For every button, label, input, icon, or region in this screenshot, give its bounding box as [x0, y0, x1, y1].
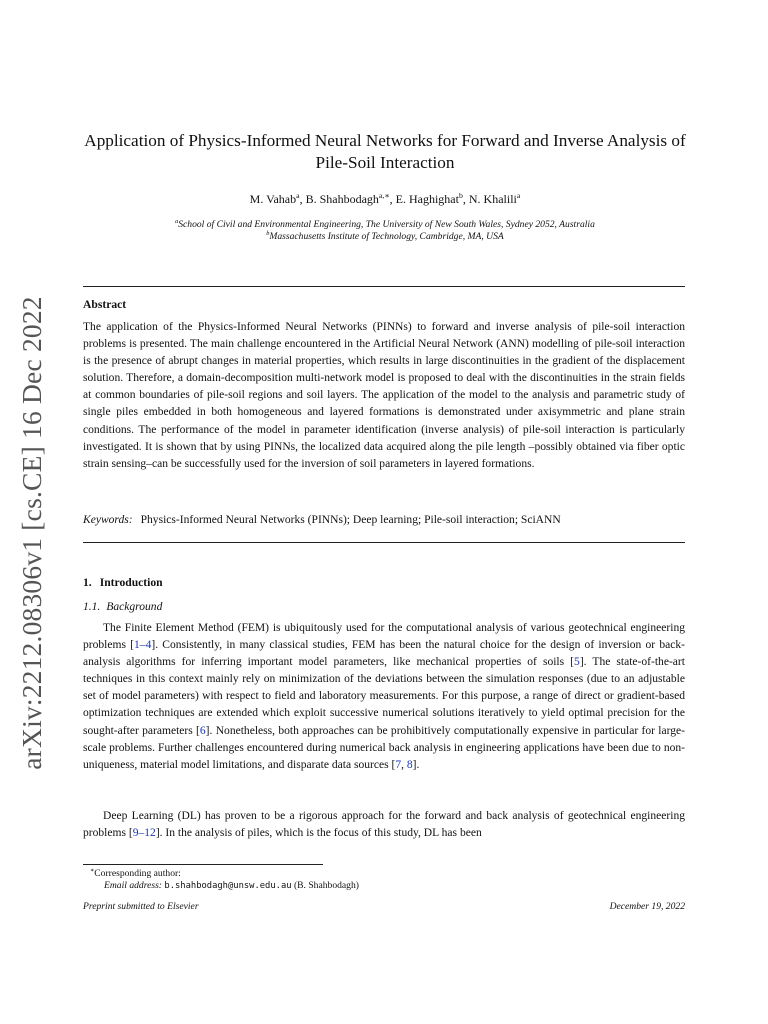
body-text: ]. Nonetheless, both approaches can be prohibitively computationally expensive in particular for large-scale problems. Further challenges encountered during numerical back analysis in engineering applications have been due to non-uniqueness, material model limitations, and disparate data sources [: [83, 724, 685, 771]
footnote-rule: [83, 864, 323, 865]
author-affil-mark: a: [516, 191, 521, 200]
author-affil-mark: a: [296, 191, 300, 200]
subsection-number: 1.1.: [83, 601, 101, 613]
body-paragraph: [83, 620, 685, 774]
affiliation-line: [70, 219, 700, 231]
footnote-mark: ∗: [90, 866, 95, 874]
author-list: M. Vahab$^a$, B. Shahbodagh$^{a,∗}$, E. Haghighat$^b$, N. Khalili$^a$: [249, 191, 521, 206]
affiliations: [70, 219, 700, 243]
body-text: ,: [401, 758, 407, 771]
author-name: E. Haghighat: [395, 192, 459, 206]
section-title: Introduction: [99, 576, 163, 589]
author-name: B. Shahbodagh: [305, 192, 379, 206]
citation-link[interactable]: 1–4: [134, 639, 152, 652]
citation-link[interactable]: 6: [199, 724, 206, 737]
author-name: M. Vahab: [249, 192, 297, 206]
affiliation-text: School of Civil and Environmental Engineering, The University of New South Wales, Sydney 2052, Australia: [178, 219, 595, 230]
email-address: b.shahbodagh@unsw.edu.au: [164, 881, 292, 891]
subsection-title: Background: [106, 601, 163, 613]
author-affil-mark: b: [458, 191, 463, 200]
footnote-email: [104, 880, 359, 892]
abstract-bottom-rule: [83, 542, 685, 543]
body-text: ]. In the analysis of piles, which is the focus of this study, DL has been: [155, 827, 482, 840]
section-number: 1.: [83, 576, 92, 589]
arxiv-stamp-text: arXiv:2212.08306v1 [cs.CE] 16 Dec 2022: [16, 296, 47, 770]
email-label: Email address:: [104, 880, 163, 891]
affiliation-mark: a: [175, 217, 179, 225]
affiliation-text: Massachusetts Institute of Technology, Cambridge, MA, USA: [269, 231, 504, 242]
body-text: ]. Consistently, in many classical studies, FEM has been the natural choice for the design of inversion or back-analysis algorithms for inferring important model parameters, like mechanical properties of soils [: [83, 639, 685, 669]
body-text: ].: [412, 758, 420, 771]
citation-link[interactable]: 8: [406, 758, 413, 771]
keywords-label: Keywords:: [83, 514, 133, 526]
paper-title: Application of Physics-Informed Neural Networks for Forward and Inverse Analysis of Pile-Soil Interaction: [84, 131, 686, 172]
body-text: The Finite Element Method (FEM) is ubiquitously used for the computational analysis of various geotechnical engineering problems [: [83, 622, 685, 652]
section-heading: [83, 576, 163, 589]
body-text: ]. The state-of-the-art techniques in this context mainly rely on minimization of the deviations between the simulation responses (due to an adjustable set of model parameters) with respect to field and laboratory measurements. For this purpose, a range of direct or gradient-based optimization techniques are extended which exploit successive numerical solutions iteratively to yield optimal precision for the sought-after parameters [: [83, 656, 685, 737]
affiliation-mark: b: [266, 229, 270, 237]
abstract-text: The application of the Physics-Informed Neural Networks (PINNs) to forward and inverse analysis of pile-soil interaction problems is presented. The main challenge encountered in the Artificial Neural Network (ANN) modelling of pile-soil interaction is the presence of abrupt changes in material properties, which results in large discontinuities in the gradient of the displacement solution. Therefore, a domain-decomposition multi-network model is proposed to deal with the discontinuities in the strain fields at common boundaries of pile-soil regions and soil layers. The application of the model to the analysis and parametric study of single piles embedded in both homogeneous and layered formations is demonstrated under axisymmetric and plane strain conditions. The performance of the model in parameter identification (inverse analysis) of pile-soil interaction is particularly investigated. It is shown that by using PINNs, the localized data acquired along the pile length –possibly obtained via fiber optic strain sensing–can be successfully used for the inversion of soil parameters in layered formations.: [83, 321, 685, 470]
body-text: Deep Learning (DL) has proven to be a rigorous approach for the forward and back analysis of geotechnical engineering problems [: [83, 810, 685, 840]
body-paragraph: [83, 808, 685, 842]
footnote-corresponding-text: Corresponding author:: [94, 868, 181, 879]
subsection-heading: [83, 601, 162, 613]
citation-link[interactable]: 7: [395, 758, 402, 771]
email-owner: (B. Shahbodagh): [293, 880, 359, 891]
affiliation-line: [70, 231, 700, 243]
keywords-text: Physics-Informed Neural Networks (PINNs); Deep learning; Pile-soil interaction; SciANN: [140, 514, 561, 526]
author-name: N. Khalili: [468, 192, 517, 206]
footnote-corresponding: [90, 868, 181, 880]
footer-date: December 19, 2022: [609, 901, 685, 912]
citation-link[interactable]: 5: [574, 656, 580, 669]
citation-link[interactable]: 9–12: [132, 827, 156, 840]
arxiv-stamp: [10, 296, 54, 770]
abstract-top-rule: [83, 286, 685, 287]
abstract-heading: Abstract: [83, 298, 127, 311]
author-affil-mark: a,∗: [378, 191, 390, 200]
keywords: [83, 514, 685, 526]
footer-preprint: Preprint submitted to Elsevier: [83, 901, 199, 912]
